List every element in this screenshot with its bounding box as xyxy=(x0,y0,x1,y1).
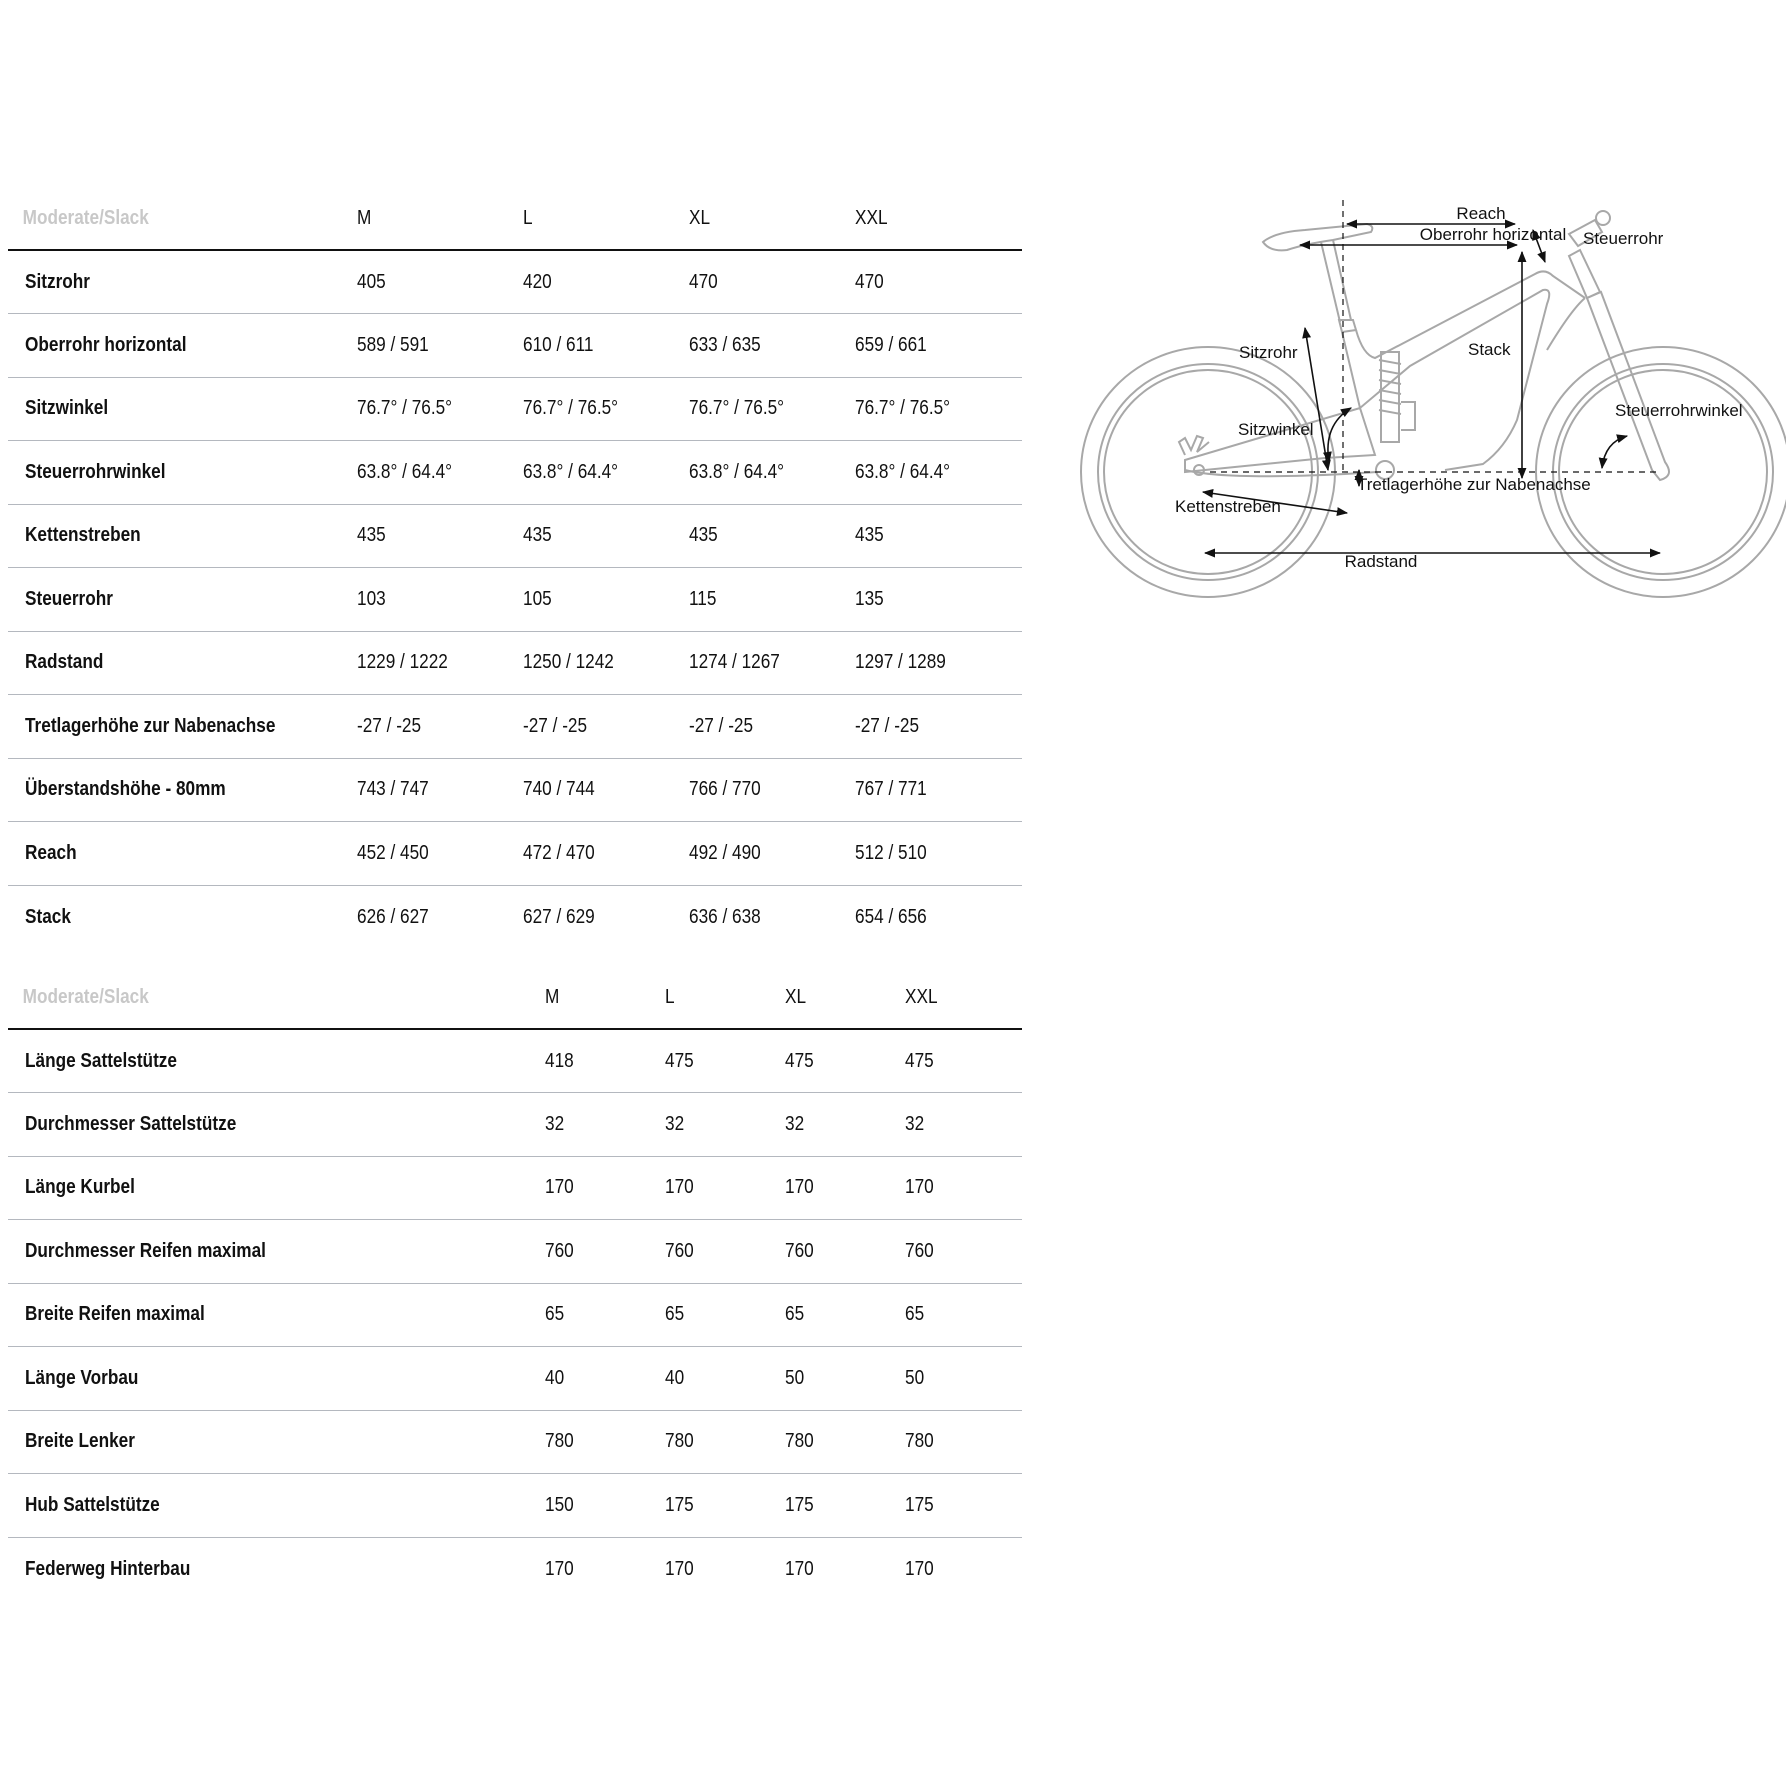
value-text: 435 xyxy=(357,524,386,547)
fork xyxy=(1587,292,1669,480)
value-cell-l xyxy=(665,1283,785,1347)
label-seat-tube: Sitzrohr xyxy=(1239,343,1298,362)
size-header-m: M xyxy=(357,187,500,250)
value-cell-m xyxy=(357,695,523,759)
value-text: 405 xyxy=(357,270,386,293)
value-cell-m xyxy=(357,504,523,568)
components-row xyxy=(8,1283,1022,1347)
value-text: -27 / -25 xyxy=(357,714,422,737)
row-label xyxy=(8,1410,545,1474)
value-cell-xl xyxy=(689,695,855,759)
value-text: 512 / 510 xyxy=(855,841,927,864)
value-cell-xxl xyxy=(855,377,1022,441)
seat-collar xyxy=(1339,320,1356,332)
value-cell-xxl xyxy=(855,250,1022,314)
value-cell-xxl xyxy=(855,758,1022,822)
value-cell-xl xyxy=(689,504,855,568)
value-text: 65 xyxy=(545,1303,565,1326)
value-cell-xxl xyxy=(855,568,1022,632)
value-cell-xl xyxy=(689,885,855,949)
geometry-header-row xyxy=(8,187,1022,250)
value-cell-l xyxy=(665,1156,785,1220)
value-cell-xl xyxy=(785,1474,905,1538)
value-text: 659 / 661 xyxy=(855,333,927,356)
value-text: 63.8° / 64.4° xyxy=(523,460,619,483)
value-cell-l xyxy=(665,1093,785,1157)
value-text: 105 xyxy=(523,587,552,610)
row-label xyxy=(8,568,357,632)
value-text: 435 xyxy=(855,524,884,547)
row-label xyxy=(8,1347,545,1411)
value-text: 63.8° / 64.4° xyxy=(357,460,453,483)
row-label-text: Oberrohr horizontal xyxy=(25,333,187,356)
dropout-detail xyxy=(1179,436,1209,455)
size-header-l: L xyxy=(665,966,768,1029)
value-text: 654 / 656 xyxy=(855,905,927,928)
value-text: 76.7° / 76.5° xyxy=(855,397,951,420)
components-row xyxy=(8,1347,1022,1411)
value-text: 170 xyxy=(665,1176,694,1199)
saddle xyxy=(1263,224,1372,250)
components-row xyxy=(8,1156,1022,1220)
value-text: 589 / 591 xyxy=(357,333,429,356)
value-cell-xxl xyxy=(905,1156,1022,1220)
value-cell-m xyxy=(357,885,523,949)
value-text: 472 / 470 xyxy=(523,841,595,864)
geometry-row xyxy=(8,695,1022,759)
value-text: 780 xyxy=(785,1430,814,1453)
value-text: 170 xyxy=(905,1557,934,1580)
value-cell-xxl xyxy=(905,1220,1022,1284)
value-text: 767 / 771 xyxy=(855,778,927,801)
size-header-m: M xyxy=(545,966,648,1029)
value-cell-l xyxy=(665,1029,785,1093)
value-text: 175 xyxy=(785,1493,814,1516)
value-cell-xxl xyxy=(855,695,1022,759)
row-label-text: Überstandshöhe - 80mm xyxy=(25,778,226,801)
value-cell-xxl xyxy=(855,314,1022,378)
value-cell-xxl xyxy=(855,441,1022,505)
value-cell-l xyxy=(523,441,689,505)
row-label xyxy=(8,758,357,822)
value-cell-m xyxy=(357,441,523,505)
value-text: 1274 / 1267 xyxy=(689,651,780,674)
value-cell-m xyxy=(545,1537,665,1601)
label-top-tube: Oberrohr horizontal xyxy=(1419,225,1567,244)
value-text: 76.7° / 76.5° xyxy=(689,397,785,420)
components-row xyxy=(8,1537,1022,1601)
row-label xyxy=(8,1537,545,1601)
value-text: 115 xyxy=(689,587,717,610)
value-text: 170 xyxy=(545,1176,574,1199)
value-cell-l xyxy=(665,1220,785,1284)
value-text: 32 xyxy=(905,1112,925,1135)
value-cell-m xyxy=(357,377,523,441)
value-text: -27 / -25 xyxy=(689,714,754,737)
value-text: 780 xyxy=(905,1430,934,1453)
value-cell-m xyxy=(545,1474,665,1538)
value-cell-m xyxy=(357,250,523,314)
seatpost xyxy=(1321,240,1351,322)
row-label-text: Durchmesser Reifen maximal xyxy=(25,1239,266,1262)
value-cell-xxl xyxy=(855,822,1022,886)
value-cell-xl xyxy=(689,568,855,632)
value-text: 475 xyxy=(785,1049,814,1072)
value-text: 470 xyxy=(855,270,884,293)
geometry-table xyxy=(8,187,1022,949)
diagram-labels xyxy=(1175,204,1743,571)
size-header-xl: XL xyxy=(689,187,832,250)
value-text: 50 xyxy=(905,1366,925,1389)
geometry-row xyxy=(8,250,1022,314)
value-cell-l xyxy=(523,377,689,441)
value-cell-xxl xyxy=(855,631,1022,695)
row-label xyxy=(8,1093,545,1157)
value-cell-xxl xyxy=(905,1347,1022,1411)
value-text: 627 / 629 xyxy=(523,905,595,928)
value-text: 475 xyxy=(905,1049,934,1072)
value-text: 170 xyxy=(665,1557,694,1580)
value-text: 40 xyxy=(545,1366,565,1389)
value-cell-m xyxy=(545,1029,665,1093)
value-text: 780 xyxy=(545,1430,574,1453)
value-cell-xl xyxy=(689,314,855,378)
chainstay-outline xyxy=(1185,470,1377,476)
value-text: 135 xyxy=(855,587,884,610)
label-wheelbase: Radstand xyxy=(1344,552,1418,571)
row-label-text: Steuerrohr xyxy=(25,587,113,610)
label-head-tube: Steuerrohr xyxy=(1583,229,1664,248)
row-label-text: Länge Vorbau xyxy=(25,1366,139,1389)
value-text: 760 xyxy=(905,1239,934,1262)
value-text: 175 xyxy=(665,1493,694,1516)
value-cell-m xyxy=(357,758,523,822)
value-text: 32 xyxy=(545,1112,565,1135)
value-text: 492 / 490 xyxy=(689,841,761,864)
value-cell-m xyxy=(357,568,523,632)
row-label xyxy=(8,250,357,314)
geometry-row xyxy=(8,314,1022,378)
value-cell-l xyxy=(665,1537,785,1601)
value-cell-m xyxy=(545,1093,665,1157)
value-cell-m xyxy=(545,1220,665,1284)
value-cell-xl xyxy=(689,377,855,441)
rear-shock xyxy=(1381,352,1399,442)
value-cell-xl xyxy=(785,1283,905,1347)
geometry-row xyxy=(8,822,1022,886)
label-stack: Stack xyxy=(1468,340,1511,359)
value-text: 63.8° / 64.4° xyxy=(855,460,951,483)
value-cell-xl xyxy=(785,1537,905,1601)
geometry-row xyxy=(8,568,1022,632)
row-label-text: Länge Sattelstütze xyxy=(25,1049,177,1072)
value-cell-xl xyxy=(785,1156,905,1220)
row-label-text: Sitzrohr xyxy=(25,270,90,293)
row-label-text: Breite Lenker xyxy=(25,1430,135,1453)
geometry-table-body xyxy=(8,250,1022,949)
label-chainstay: Kettenstreben xyxy=(1175,497,1281,516)
size-header-xxl: XXL xyxy=(905,966,1006,1029)
row-label-text: Reach xyxy=(25,841,77,864)
value-text: -27 / -25 xyxy=(523,714,588,737)
value-text: 170 xyxy=(905,1176,934,1199)
bike-geometry-diagram xyxy=(1075,180,1786,610)
rear-wheel-rim xyxy=(1098,364,1318,580)
components-row xyxy=(8,1093,1022,1157)
value-text: 32 xyxy=(785,1112,805,1135)
label-seat-angle: Sitzwinkel xyxy=(1238,420,1314,439)
value-cell-xxl xyxy=(905,1410,1022,1474)
row-label xyxy=(8,1156,545,1220)
components-row xyxy=(8,1474,1022,1538)
value-text: -27 / -25 xyxy=(855,714,920,737)
row-label-text: Hub Sattelstütze xyxy=(25,1493,160,1516)
row-label-text: Federweg Hinterbau xyxy=(25,1557,191,1580)
geometry-row xyxy=(8,504,1022,568)
value-text: 435 xyxy=(523,524,552,547)
head-angle-arc xyxy=(1602,436,1627,468)
value-cell-l xyxy=(523,314,689,378)
value-text: 76.7° / 76.5° xyxy=(357,397,453,420)
row-label-text: Durchmesser Sattelstütze xyxy=(25,1112,237,1135)
value-cell-xl xyxy=(785,1093,905,1157)
value-text: 760 xyxy=(785,1239,814,1262)
value-text: 1229 / 1222 xyxy=(357,651,448,674)
value-text: 780 xyxy=(665,1430,694,1453)
row-label xyxy=(8,822,357,886)
value-text: 103 xyxy=(357,587,386,610)
geometry-row xyxy=(8,885,1022,949)
value-cell-m xyxy=(357,314,523,378)
value-text: 175 xyxy=(905,1493,934,1516)
geometry-row xyxy=(8,631,1022,695)
size-header-xl: XL xyxy=(785,966,888,1029)
shock-reservoir xyxy=(1401,402,1415,430)
value-text: 1297 / 1289 xyxy=(855,651,946,674)
row-label xyxy=(8,1029,545,1093)
value-cell-m xyxy=(357,822,523,886)
value-cell-l xyxy=(665,1410,785,1474)
value-cell-l xyxy=(665,1474,785,1538)
row-label-text: Sitzwinkel xyxy=(25,397,109,420)
row-label xyxy=(8,885,357,949)
row-label-text: Stack xyxy=(25,905,71,928)
value-text: 65 xyxy=(785,1303,805,1326)
components-header-row xyxy=(8,966,1022,1029)
value-cell-l xyxy=(523,250,689,314)
value-cell-xxl xyxy=(905,1537,1022,1601)
components-corner-label: Moderate/Slack xyxy=(8,966,470,1029)
row-label xyxy=(8,631,357,695)
row-label-text: Radstand xyxy=(25,651,104,674)
value-cell-l xyxy=(523,568,689,632)
row-label-text: Tretlagerhöhe zur Nabenachse xyxy=(25,714,276,737)
size-header-xxl: XXL xyxy=(855,187,999,250)
row-label-text: Länge Kurbel xyxy=(25,1176,135,1199)
value-cell-l xyxy=(523,631,689,695)
label-bb-drop: Tretlagerhöhe zur Nabenachse xyxy=(1357,475,1591,494)
value-cell-xl xyxy=(785,1220,905,1284)
row-label-text: Steuerrohrwinkel xyxy=(25,460,166,483)
geometry-row xyxy=(8,758,1022,822)
value-cell-xl xyxy=(785,1347,905,1411)
row-label xyxy=(8,314,357,378)
row-label-text: Breite Reifen maximal xyxy=(25,1303,205,1326)
value-text: 63.8° / 64.4° xyxy=(689,460,785,483)
row-label xyxy=(8,1474,545,1538)
value-cell-l xyxy=(523,695,689,759)
row-label xyxy=(8,441,357,505)
value-text: 50 xyxy=(785,1366,805,1389)
value-text: 170 xyxy=(785,1557,814,1580)
value-text: 65 xyxy=(665,1303,685,1326)
geometry-corner-label: Moderate/Slack xyxy=(8,187,308,250)
value-text: 435 xyxy=(689,524,718,547)
label-head-angle: Steuerrohrwinkel xyxy=(1615,401,1743,420)
value-cell-xxl xyxy=(905,1093,1022,1157)
value-cell-l xyxy=(523,758,689,822)
value-cell-l xyxy=(523,504,689,568)
components-row xyxy=(8,1029,1022,1093)
value-cell-m xyxy=(357,631,523,695)
value-cell-xxl xyxy=(905,1474,1022,1538)
value-text: 740 / 744 xyxy=(523,778,595,801)
value-cell-xxl xyxy=(905,1283,1022,1347)
components-row xyxy=(8,1220,1022,1284)
value-text: 76.7° / 76.5° xyxy=(523,397,619,420)
value-cell-xl xyxy=(689,822,855,886)
components-table-body xyxy=(8,1029,1022,1601)
geometry-row xyxy=(8,441,1022,505)
value-cell-l xyxy=(523,885,689,949)
value-text: 766 / 770 xyxy=(689,778,761,801)
value-text: 1250 / 1242 xyxy=(523,651,614,674)
label-reach: Reach xyxy=(1456,204,1506,223)
value-cell-xl xyxy=(689,441,855,505)
value-text: 65 xyxy=(905,1303,925,1326)
size-header-l: L xyxy=(523,187,666,250)
rear-wheel-tire xyxy=(1081,347,1335,597)
row-label xyxy=(8,1283,545,1347)
value-text: 636 / 638 xyxy=(689,905,761,928)
value-text: 470 xyxy=(689,270,718,293)
value-cell-m xyxy=(545,1156,665,1220)
value-text: 32 xyxy=(665,1112,685,1135)
geometry-row xyxy=(8,377,1022,441)
value-text: 760 xyxy=(545,1239,574,1262)
value-cell-l xyxy=(523,822,689,886)
value-text: 150 xyxy=(545,1493,574,1516)
row-label xyxy=(8,504,357,568)
value-cell-xl xyxy=(689,758,855,822)
value-text: 418 xyxy=(545,1049,574,1072)
components-row xyxy=(8,1410,1022,1474)
row-label xyxy=(8,695,357,759)
components-table xyxy=(8,966,1022,1601)
value-text: 760 xyxy=(665,1239,694,1262)
down-tube xyxy=(1547,298,1585,350)
value-cell-m xyxy=(545,1410,665,1474)
value-text: 170 xyxy=(545,1557,574,1580)
value-text: 475 xyxy=(665,1049,694,1072)
value-cell-xxl xyxy=(905,1029,1022,1093)
value-text: 633 / 635 xyxy=(689,333,761,356)
row-label xyxy=(8,1220,545,1284)
value-cell-m xyxy=(545,1347,665,1411)
row-label xyxy=(8,377,357,441)
value-cell-xl xyxy=(689,631,855,695)
value-text: 610 / 611 xyxy=(523,333,594,356)
rear-triangle xyxy=(1185,408,1375,472)
value-text: 170 xyxy=(785,1176,814,1199)
value-cell-xxl xyxy=(855,504,1022,568)
value-text: 420 xyxy=(523,270,552,293)
value-text: 452 / 450 xyxy=(357,841,429,864)
value-cell-xl xyxy=(785,1410,905,1474)
frame-front-triangle xyxy=(1342,290,1549,470)
handlebar xyxy=(1596,211,1610,225)
value-cell-l xyxy=(665,1347,785,1411)
value-text: 626 / 627 xyxy=(357,905,429,928)
value-cell-xl xyxy=(785,1029,905,1093)
shock-spring xyxy=(1379,360,1401,414)
value-cell-m xyxy=(545,1283,665,1347)
value-text: 743 / 747 xyxy=(357,778,429,801)
value-cell-xl xyxy=(689,250,855,314)
row-label-text: Kettenstreben xyxy=(25,524,141,547)
value-text: 40 xyxy=(665,1366,685,1389)
value-cell-xxl xyxy=(855,885,1022,949)
